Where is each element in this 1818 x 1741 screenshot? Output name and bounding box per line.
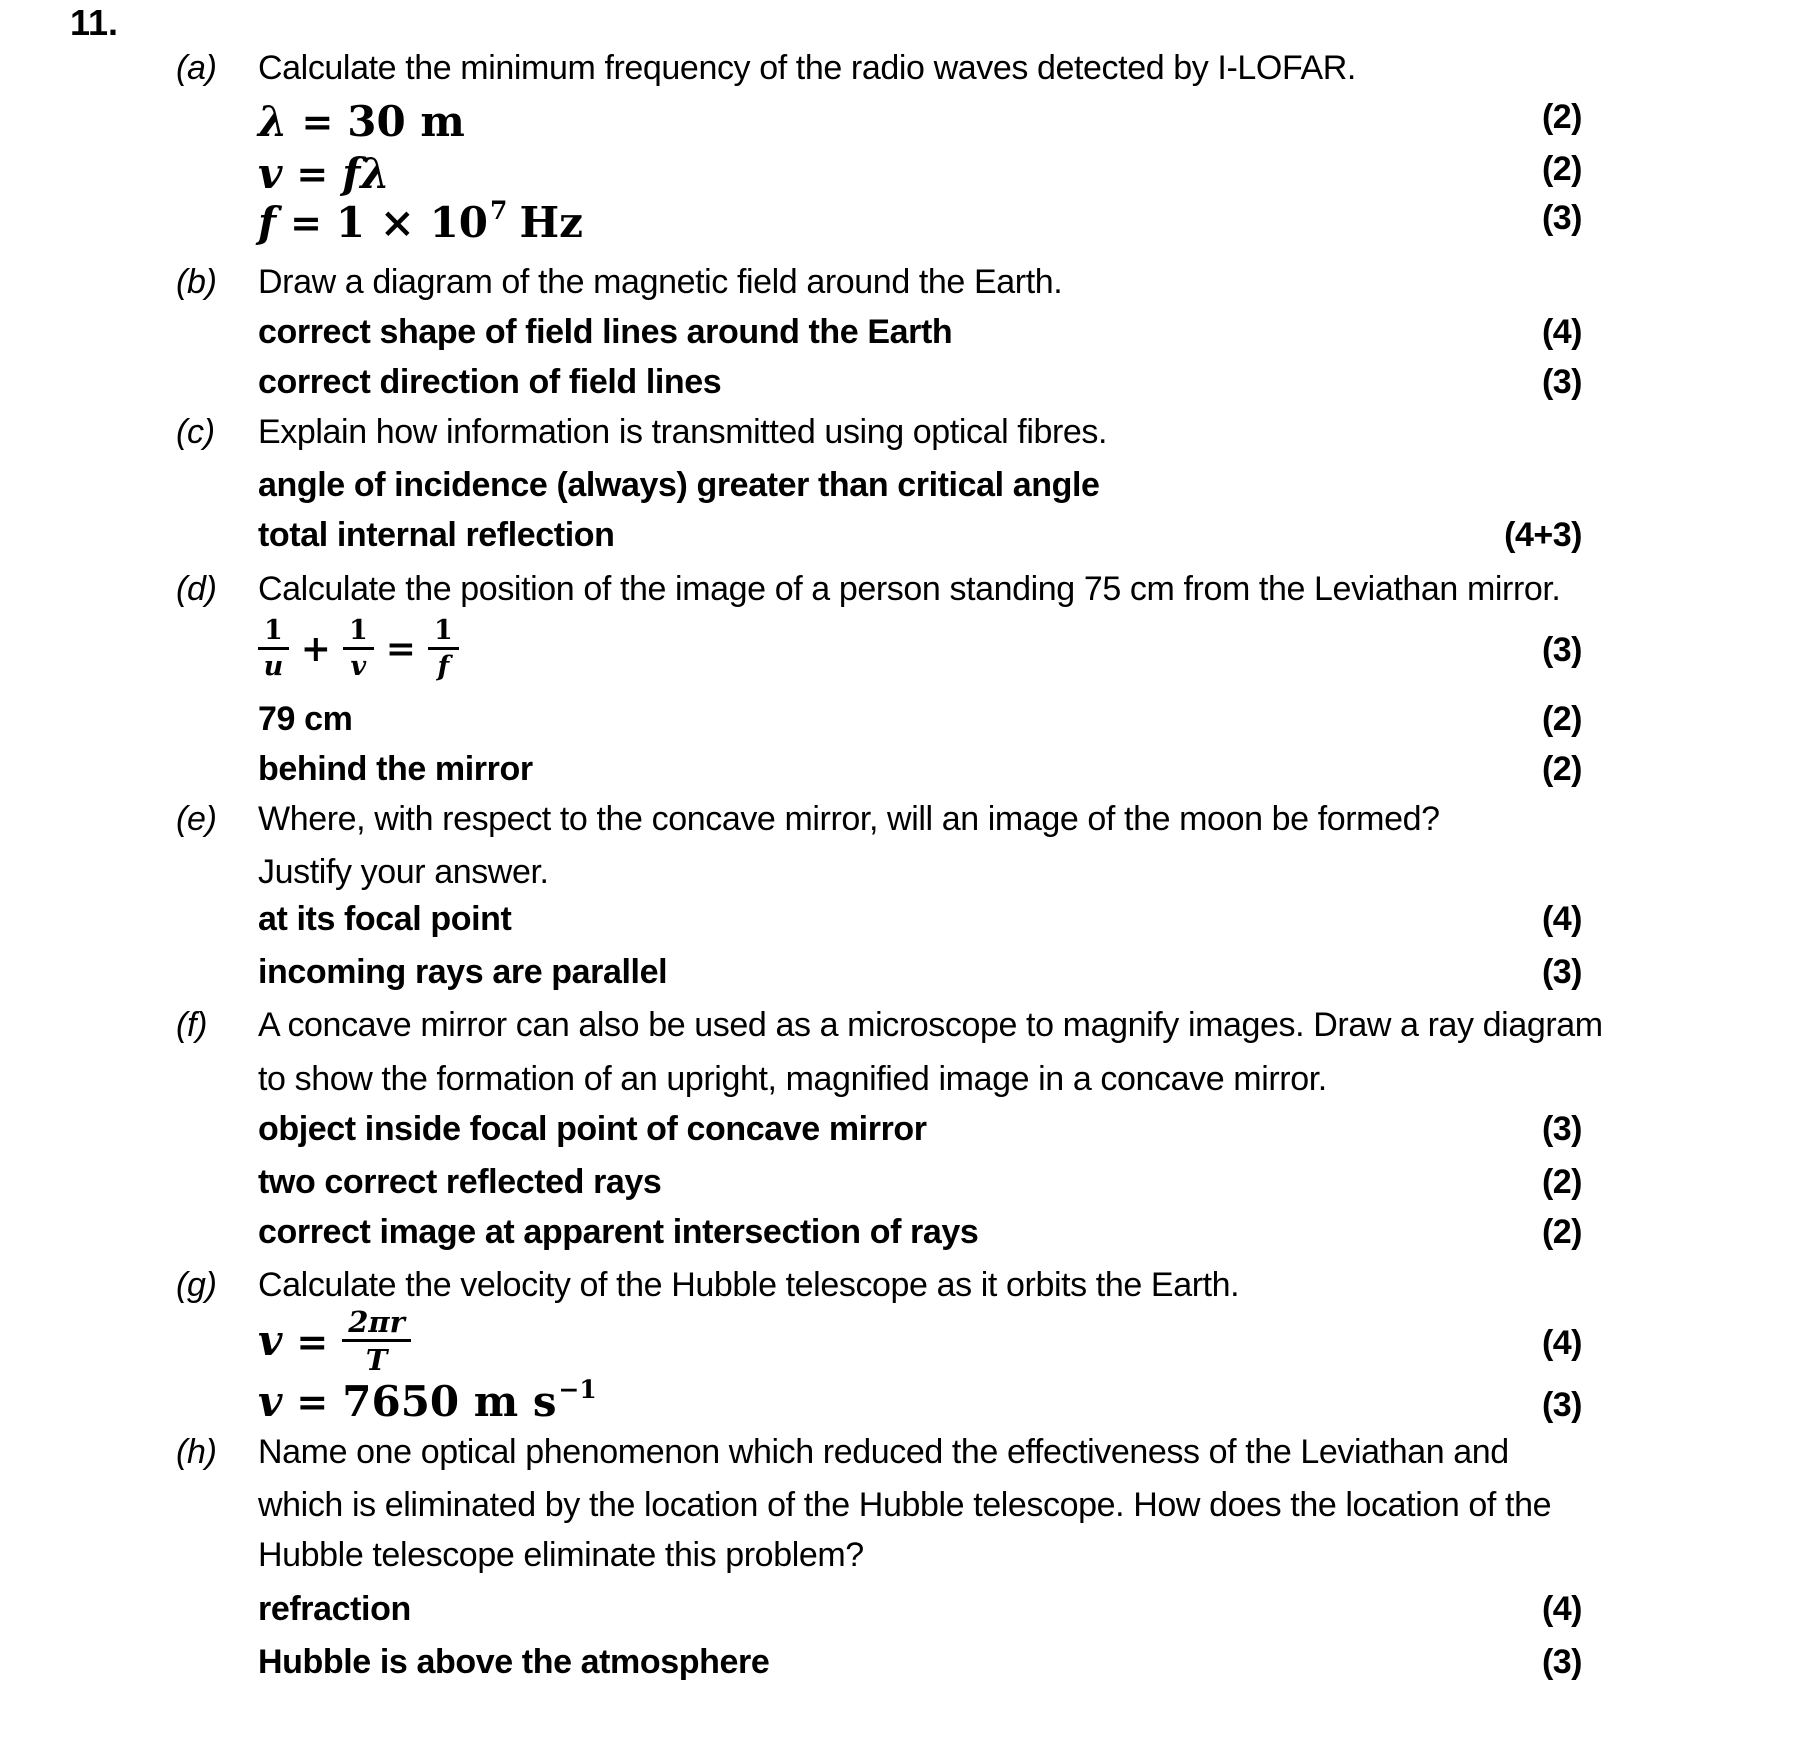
answer-text: refraction bbox=[258, 1590, 411, 1628]
mark: (4) bbox=[1541, 1324, 1582, 1362]
math-value: 30 m bbox=[347, 97, 465, 146]
mark: (3) bbox=[1541, 199, 1582, 237]
question-text: Draw a diagram of the magnetic field around the Earth. bbox=[258, 263, 1063, 301]
math-value: 7650 m s bbox=[342, 1377, 557, 1426]
answer-text: behind the mirror bbox=[258, 750, 533, 788]
question-text: which is eliminated by the location of the Hubble telescope. How does the location of the bbox=[258, 1486, 1552, 1524]
math-value: 1 × 10 bbox=[335, 198, 489, 247]
mark: (4) bbox=[1541, 900, 1582, 938]
question-text: Justify your answer. bbox=[258, 853, 549, 891]
mark: (2) bbox=[1541, 750, 1582, 788]
answer-text: correct image at apparent intersection of rays bbox=[258, 1213, 979, 1251]
math-lhs: λ bbox=[258, 97, 288, 146]
mark: (4+3) bbox=[1504, 516, 1582, 554]
mark: (2) bbox=[1541, 150, 1582, 188]
question-text: Hubble telescope eliminate this problem? bbox=[258, 1536, 864, 1574]
mark: (2) bbox=[1541, 1163, 1582, 1201]
mark: (2) bbox=[1541, 1213, 1582, 1251]
answer-text: correct shape of field lines around the Earth bbox=[258, 313, 953, 351]
mark: (4) bbox=[1541, 1590, 1582, 1628]
equation: f = 1 × 10 7 Hz bbox=[258, 196, 583, 247]
fraction-numerator: 2πr bbox=[342, 1306, 411, 1342]
answer-text: 79 cm bbox=[258, 700, 353, 738]
fraction-denominator: T bbox=[365, 1343, 388, 1378]
part-label: (e) bbox=[176, 800, 217, 838]
mirror-formula bbox=[258, 616, 459, 682]
question-text: Where, with respect to the concave mirror, will an image of the moon be formed? bbox=[258, 800, 1440, 838]
math-operator: = bbox=[296, 1379, 329, 1425]
question-text: Calculate the minimum frequency of the radio waves detected by I-LOFAR. bbox=[258, 49, 1356, 87]
fraction bbox=[343, 616, 374, 682]
part-label: (h) bbox=[176, 1433, 217, 1471]
question-text: Name one optical phenomenon which reduced the effectiveness of the Leviathan and bbox=[258, 1433, 1509, 1471]
part-label: (f) bbox=[176, 1006, 208, 1044]
math-lhs: v bbox=[258, 1316, 283, 1366]
mark: (3) bbox=[1541, 631, 1582, 669]
answer-text: angle of incidence (always) greater than critical angle bbox=[258, 466, 1100, 504]
plus-operator: + bbox=[300, 627, 331, 670]
mark: (3) bbox=[1541, 1643, 1582, 1681]
equation bbox=[258, 98, 465, 146]
fraction bbox=[258, 616, 289, 682]
question-text: Calculate the position of the image of a person standing 75 cm from the Leviathan mirror. bbox=[258, 570, 1561, 608]
answer-text: two correct reflected rays bbox=[258, 1163, 662, 1201]
part-label: (a) bbox=[176, 49, 217, 87]
math-lhs: v bbox=[258, 1377, 283, 1426]
fraction-numerator: 1 bbox=[258, 616, 289, 650]
part-label: (c) bbox=[176, 413, 215, 451]
question-text: Calculate the velocity of the Hubble telescope as it orbits the Earth. bbox=[258, 1266, 1240, 1304]
math-lhs: v bbox=[258, 149, 283, 198]
answer-text: object inside focal point of concave mirror bbox=[258, 1110, 927, 1148]
math-operator: = bbox=[301, 99, 334, 145]
velocity-result: v = 7650 m s −1 bbox=[258, 1375, 597, 1426]
math-operator: = bbox=[296, 1318, 329, 1364]
mark: (3) bbox=[1541, 1110, 1582, 1148]
fraction-denominator: f bbox=[437, 651, 450, 683]
part-label: (b) bbox=[176, 263, 217, 301]
equation bbox=[258, 150, 390, 198]
question-number: 11. bbox=[70, 2, 119, 43]
math-value: fλ bbox=[342, 149, 390, 198]
math-unit: Hz bbox=[519, 198, 583, 247]
math-operator: = bbox=[290, 200, 322, 246]
answer-text: at its focal point bbox=[258, 900, 512, 938]
fraction bbox=[342, 1306, 411, 1377]
math-operator: = bbox=[296, 151, 329, 197]
velocity-formula bbox=[258, 1306, 411, 1377]
answer-text: correct direction of field lines bbox=[258, 363, 722, 401]
mark: (3) bbox=[1541, 953, 1582, 991]
fraction-denominator: u bbox=[263, 651, 284, 683]
answer-text: total internal reflection bbox=[258, 516, 615, 554]
fraction bbox=[428, 616, 459, 682]
fraction-numerator: 1 bbox=[343, 616, 374, 650]
mark: (2) bbox=[1541, 700, 1582, 738]
part-label: (g) bbox=[176, 1266, 217, 1304]
question-text: A concave mirror can also be used as a microscope to magnify images. Draw a ray diagram bbox=[258, 1006, 1603, 1044]
answer-text: incoming rays are parallel bbox=[258, 953, 668, 991]
part-label: (d) bbox=[176, 570, 217, 608]
equals-operator: = bbox=[385, 627, 416, 670]
question-text: Explain how information is transmitted using optical fibres. bbox=[258, 413, 1108, 451]
math-lhs: f bbox=[258, 198, 277, 247]
question-text: to show the formation of an upright, magnified image in a concave mirror. bbox=[258, 1060, 1327, 1098]
mark: (4) bbox=[1541, 313, 1582, 351]
answer-text: Hubble is above the atmosphere bbox=[258, 1643, 770, 1681]
fraction-denominator: v bbox=[350, 651, 367, 683]
mark: (3) bbox=[1541, 363, 1582, 401]
fraction-numerator: 1 bbox=[428, 616, 459, 650]
mark: (2) bbox=[1541, 98, 1582, 136]
mark: (3) bbox=[1541, 1386, 1582, 1424]
